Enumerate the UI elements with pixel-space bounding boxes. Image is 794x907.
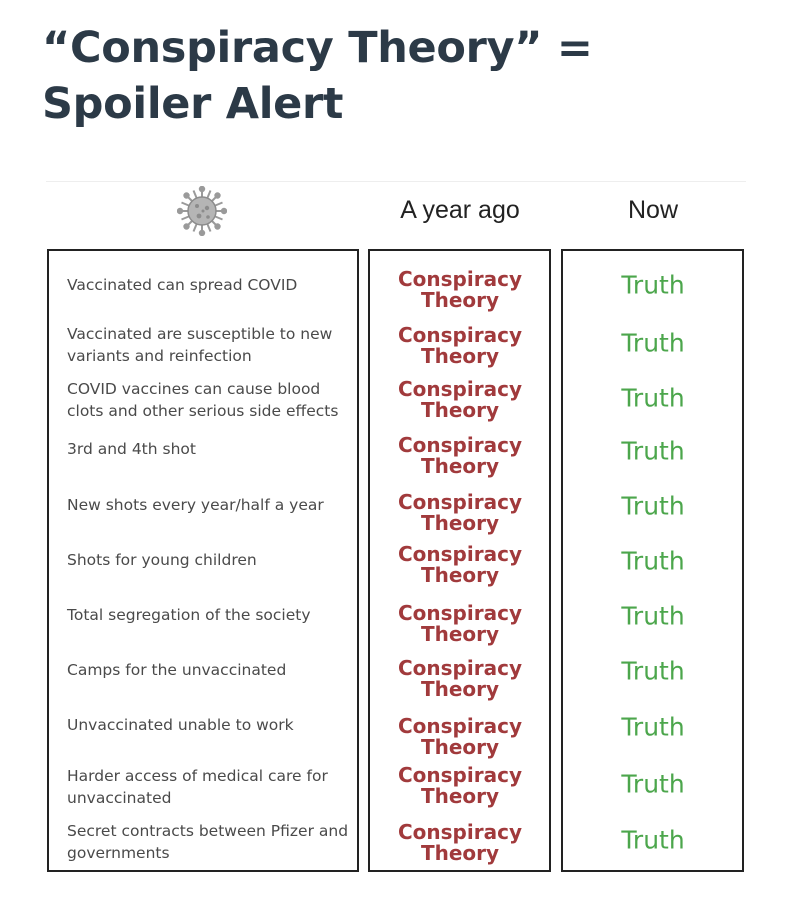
table-row-item: Total segregation of the society <box>67 606 311 624</box>
table-row-item: Harder access of medical care for unvaccinated <box>67 767 328 807</box>
conspiracy-theory-label: Conspiracy Theory <box>398 820 522 865</box>
conspiracy-theory-label: Conspiracy Theory <box>398 763 522 808</box>
conspiracy-theory-label: Conspiracy Theory <box>398 323 522 368</box>
truth-label: Truth <box>621 546 685 576</box>
table-row-item: Secret contracts between Pfizer and governments <box>67 822 349 862</box>
column-header-now: Now <box>627 196 678 224</box>
truth-label: Truth <box>621 825 685 855</box>
article-title: “Conspiracy Theory” = Spoiler Alert <box>42 23 593 129</box>
truth-label: Truth <box>621 383 685 413</box>
truth-label: Truth <box>621 712 685 742</box>
column-header-a-year-ago: A year ago <box>400 196 520 224</box>
truth-label: Truth <box>621 328 685 358</box>
truth-label: Truth <box>621 270 685 300</box>
comparison-table-image <box>40 178 750 878</box>
table-row-item: New shots every year/half a year <box>67 496 324 514</box>
conspiracy-theory-label: Conspiracy Theory <box>398 714 522 759</box>
truth-label: Truth <box>621 656 685 686</box>
truth-label: Truth <box>621 436 685 466</box>
table-row-item: Vaccinated can spread COVID <box>67 276 298 294</box>
truth-label: Truth <box>621 769 685 799</box>
conspiracy-theory-label: Conspiracy Theory <box>398 542 522 587</box>
table-row-item: Camps for the unvaccinated <box>67 661 287 679</box>
table-row-item: Shots for young children <box>67 551 257 569</box>
conspiracy-theory-label: Conspiracy Theory <box>398 433 522 478</box>
virus-icon <box>177 186 227 236</box>
conspiracy-theory-label: Conspiracy Theory <box>398 490 522 535</box>
conspiracy-theory-label: Conspiracy Theory <box>398 656 522 701</box>
table-row-item: COVID vaccines can cause blood clots and other serious side effects <box>67 380 339 420</box>
conspiracy-theory-label: Conspiracy Theory <box>398 267 522 312</box>
truth-label: Truth <box>621 491 685 521</box>
table-row-item: Vaccinated are susceptible to new variants and reinfection <box>67 325 333 365</box>
conspiracy-theory-label: Conspiracy Theory <box>398 601 522 646</box>
truth-label: Truth <box>621 601 685 631</box>
table-row-item: Unvaccinated unable to work <box>67 716 294 734</box>
table-row-item: 3rd and 4th shot <box>67 440 196 458</box>
table-top-divider <box>46 181 746 182</box>
conspiracy-theory-label: Conspiracy Theory <box>398 377 522 422</box>
